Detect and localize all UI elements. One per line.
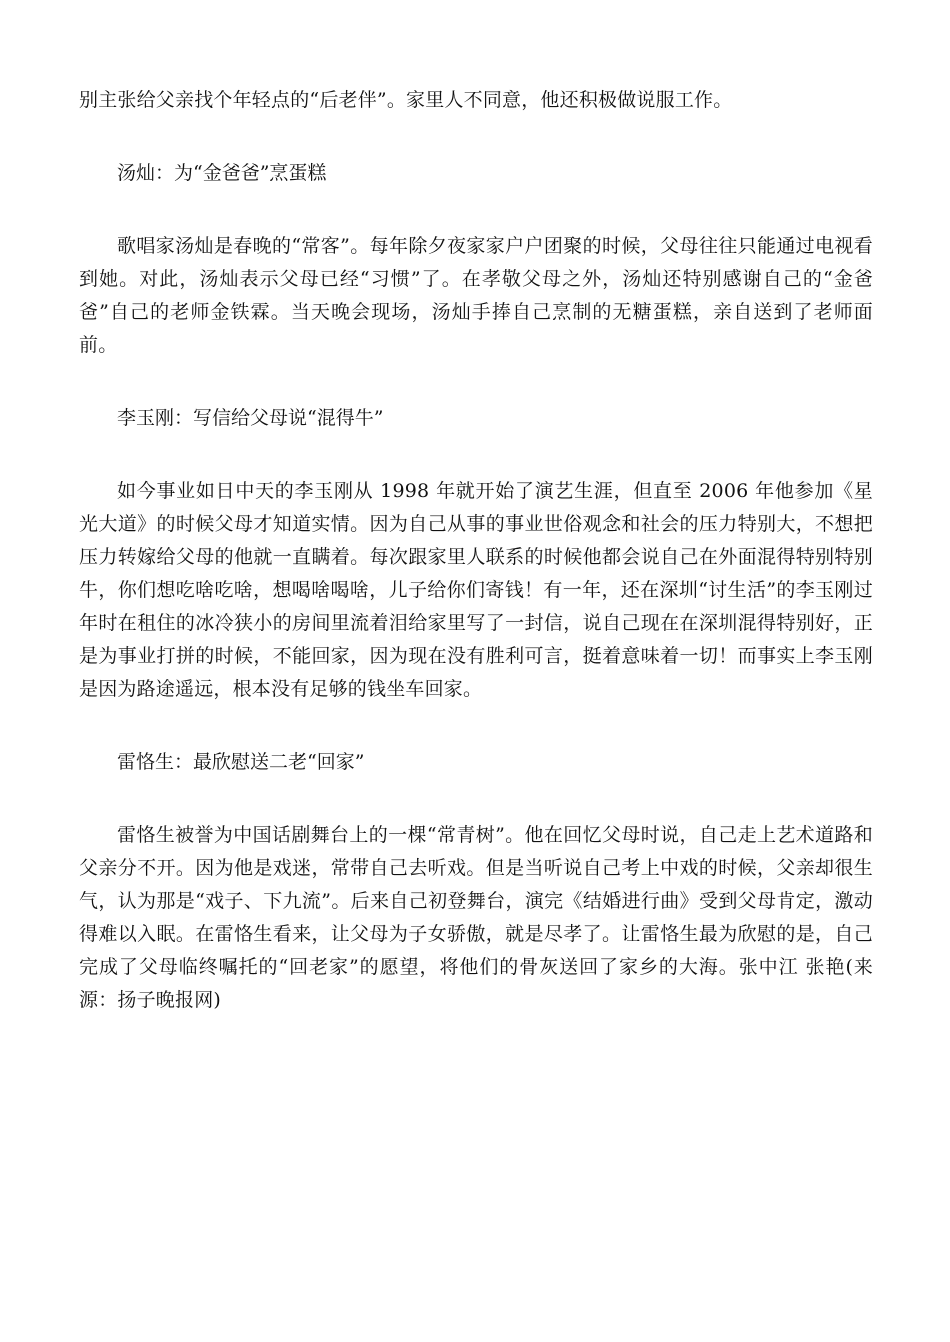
spacer — [79, 362, 873, 402]
spacer — [79, 435, 873, 475]
section-body-tang-can: 歌唱家汤灿是春晚的“常客”。每年除夕夜家家户户团聚的时候，父母往往只能通过电视看到她。对此，汤灿表示父母已经“习惯”了。在孝敬父母之外，汤灿还特别感谢自己的“金爸爸”自己的老师金铁霖。当天晚会现场，汤灿手捧自己烹制的无糖蛋糕，亲自送到了老师面前。 — [79, 235, 873, 356]
document-page — [79, 84, 873, 1017]
section-heading-li-yugang: 李玉刚：写信给父母说“混得牛” — [117, 407, 384, 429]
section-heading-tang-can: 汤灿：为“金爸爸”烹蛋糕 — [117, 162, 327, 184]
section-body-li-yugang: 如今事业如日中天的李玉刚从 1998 年就开始了演艺生涯，但直至 2006 年他参加《星光大道》的时候父母才知道实情。因为自己从事的事业世俗观念和社会的压力特别大，不想把压力转嫁给父母的他就一直瞒着。每次跟家里人联系的时候他都会说自己在外面混得特别特别牛，你们想吃啥吃啥，想喝啥喝啥，儿子给你们寄钱！有一年，还在深圳“讨生活”的李玉刚过年时在租住的冰冷狭小的房间里流着泪给家里写了一封信，说自己现在在深圳混得特别好，正是为事业打拼的时候，不能回家，因为现在没有胜利可言，挺着意味着一切！而事实上李玉刚是因为路途遥远，根本没有足够的钱坐车回家。 — [79, 480, 873, 700]
spacer — [79, 779, 873, 819]
spacer — [79, 117, 873, 157]
spacer — [79, 706, 873, 746]
intro-paragraph: 别主张给父亲找个年轻点的“后老伴”。家里人不同意，他还积极做说服工作。 — [79, 89, 733, 111]
section-heading-lei-kesheng: 雷恪生：最欣慰送二老“回家” — [117, 751, 365, 773]
spacer — [79, 190, 873, 230]
section-body-lei-kesheng: 雷恪生被誉为中国话剧舞台上的一棵“常青树”。他在回忆父母时说，自己走上艺术道路和父亲分不开。因为他是戏迷，常带自己去听戏。但是当听说自己考上中戏的时候，父亲却很生气，认为那是“戏子、下九流”。后来自己初登舞台，演完《结婚进行曲》受到父母肯定，激动得难以入眠。在雷恪生看来，让父母为子女骄傲，就是尽孝了。让雷恪生最为欣慰的是，自己完成了父母临终嘱托的“回老家”的愿望，将他们的骨灰送回了家乡的大海。张中江 张艳(来源：扬子晚报网) — [79, 824, 873, 1011]
